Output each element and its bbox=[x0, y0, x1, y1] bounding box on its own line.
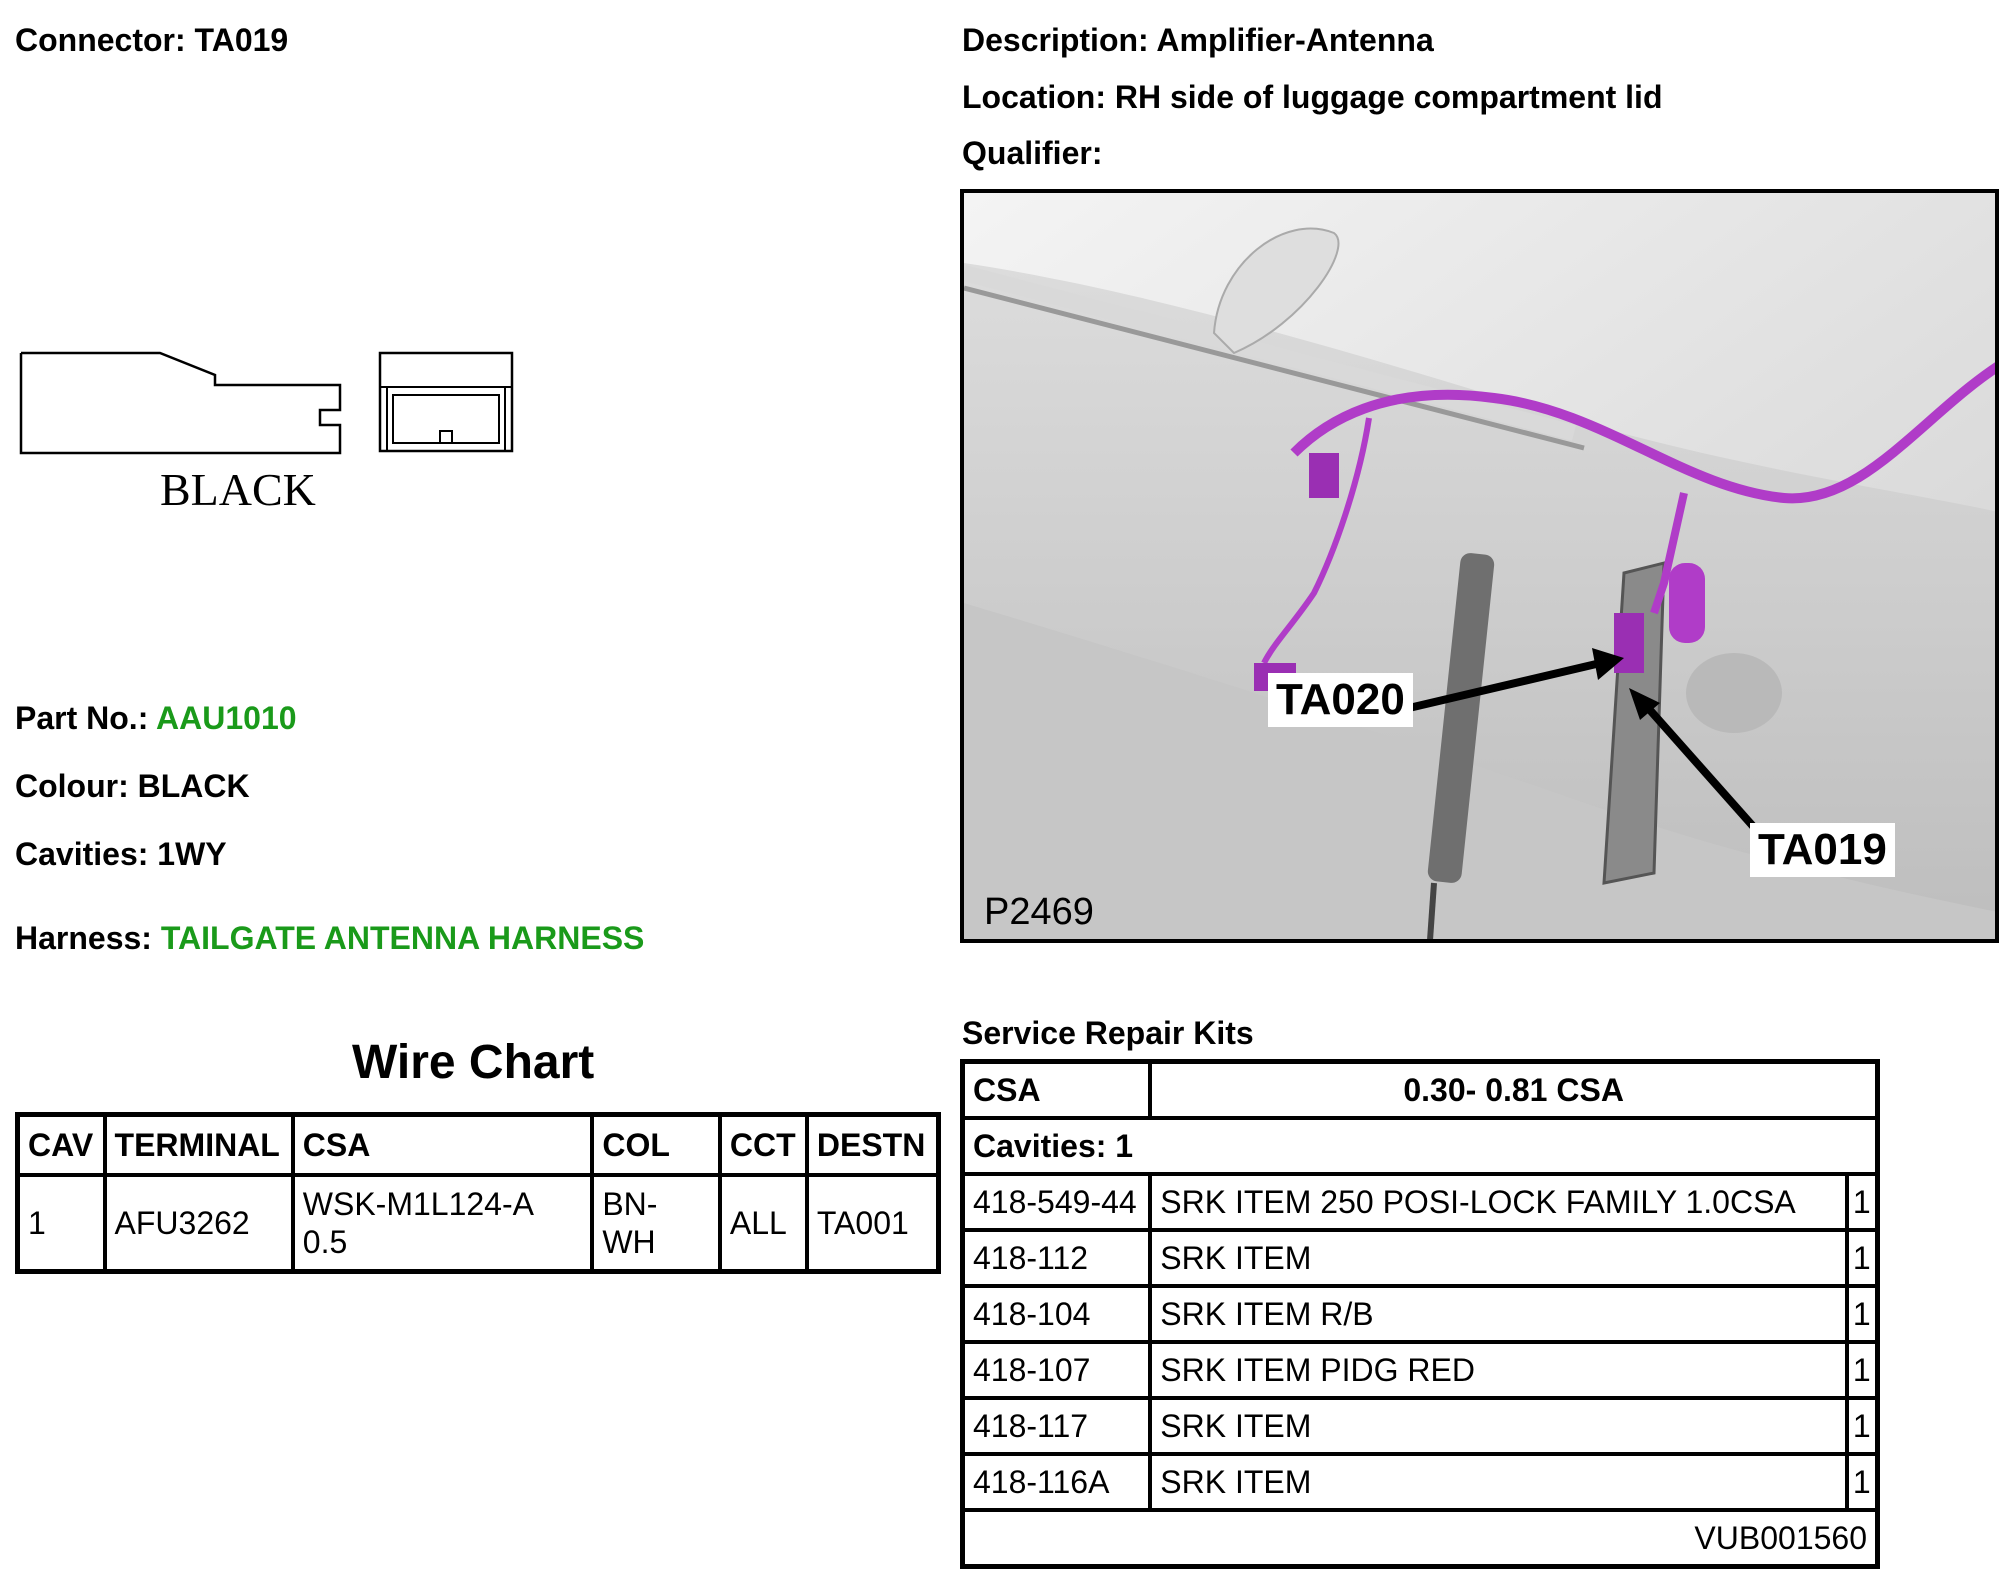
harness-line bbox=[15, 920, 644, 957]
srk-code: 418-549-44 bbox=[963, 1174, 1151, 1230]
part-number-link[interactable]: AAU1010 bbox=[156, 700, 297, 736]
srk-code: 418-104 bbox=[963, 1286, 1151, 1342]
srk-title: Service Repair Kits bbox=[962, 1015, 1254, 1051]
description-line bbox=[962, 22, 1434, 59]
location-line bbox=[962, 79, 1662, 116]
col-header-csa: CSA bbox=[293, 1115, 593, 1176]
connector-side-outline bbox=[21, 353, 340, 453]
col-header-col: COL bbox=[592, 1115, 720, 1176]
colour-line bbox=[15, 768, 250, 805]
srk-qty: 1 bbox=[1847, 1286, 1878, 1342]
srk-cavities: Cavities: 1 bbox=[963, 1118, 1878, 1174]
srk-csa-label: CSA bbox=[963, 1062, 1151, 1119]
srk-qty: 1 bbox=[1847, 1342, 1878, 1398]
cell-destn: TA001 bbox=[807, 1175, 939, 1272]
srk-code: 418-116A bbox=[963, 1454, 1151, 1510]
srk-csa-value: 0.30- 0.81 CSA bbox=[1150, 1062, 1877, 1119]
location-value: RH side of luggage compartment lid bbox=[1114, 79, 1663, 115]
table-row bbox=[963, 1174, 1878, 1230]
connector-colour-text: BLACK bbox=[160, 464, 316, 515]
connector-value: TA019 bbox=[194, 22, 289, 58]
connector-face-outline bbox=[380, 353, 512, 451]
srk-desc: SRK ITEM bbox=[1150, 1230, 1847, 1286]
table-row bbox=[963, 1230, 1878, 1286]
part-number-line bbox=[15, 700, 297, 737]
part-number-label: Part No.: bbox=[15, 700, 149, 736]
srk-footer-row bbox=[963, 1510, 1878, 1567]
cell-cct: ALL bbox=[720, 1175, 807, 1272]
srk-footer-code: VUB001560 bbox=[963, 1510, 1878, 1567]
srk-table bbox=[960, 1059, 1880, 1569]
srk-csa-row bbox=[963, 1062, 1878, 1119]
srk-cavities-row bbox=[963, 1118, 1878, 1174]
qualifier-line bbox=[962, 135, 1102, 172]
col-header-destn: DESTN bbox=[807, 1115, 939, 1176]
callout-ta019: TA019 bbox=[1750, 823, 1895, 877]
cavities-value: 1WY bbox=[157, 836, 227, 872]
srk-code: 418-112 bbox=[963, 1230, 1151, 1286]
table-row bbox=[18, 1175, 939, 1272]
table-row bbox=[963, 1286, 1878, 1342]
harness-label: Harness: bbox=[15, 920, 152, 956]
srk-desc: SRK ITEM R/B bbox=[1150, 1286, 1847, 1342]
cell-col: BN-WH bbox=[592, 1175, 720, 1272]
cavities-label: Cavities: bbox=[15, 836, 149, 872]
wire-chart-table bbox=[15, 1112, 941, 1274]
srk-code: 418-107 bbox=[963, 1342, 1151, 1398]
harness-link[interactable]: TAILGATE ANTENNA HARNESS bbox=[160, 920, 645, 956]
connector-line bbox=[15, 22, 288, 59]
srk-desc: SRK ITEM bbox=[1150, 1454, 1847, 1510]
wire-chart-header-row bbox=[18, 1115, 939, 1176]
srk-desc: SRK ITEM 250 POSI-LOCK FAMILY 1.0CSA bbox=[1150, 1174, 1847, 1230]
description-label: Description: bbox=[962, 22, 1149, 58]
srk-qty: 1 bbox=[1847, 1174, 1878, 1230]
cell-csa: WSK-M1L124-A 0.5 bbox=[293, 1175, 593, 1272]
connector-diagram bbox=[15, 345, 535, 515]
colour-label: Colour: bbox=[15, 768, 129, 804]
table-row bbox=[963, 1454, 1878, 1510]
srk-qty: 1 bbox=[1847, 1454, 1878, 1510]
colour-value: BLACK bbox=[137, 768, 250, 804]
srk-desc: SRK ITEM PIDG RED bbox=[1150, 1342, 1847, 1398]
qualifier-label: Qualifier: bbox=[962, 135, 1103, 171]
srk-desc: SRK ITEM bbox=[1150, 1398, 1847, 1454]
callout-ta020: TA020 bbox=[1268, 673, 1413, 727]
photo-reference: P2469 bbox=[984, 891, 1094, 933]
srk-qty: 1 bbox=[1847, 1230, 1878, 1286]
wire-chart-title: Wire Chart bbox=[352, 1036, 595, 1089]
location-photo bbox=[960, 189, 1999, 943]
table-row bbox=[963, 1342, 1878, 1398]
connector-label: Connector: bbox=[15, 22, 186, 58]
col-header-cct: CCT bbox=[720, 1115, 807, 1176]
description-value: Amplifier-Antenna bbox=[1156, 22, 1434, 58]
srk-qty: 1 bbox=[1847, 1398, 1878, 1454]
col-header-terminal: TERMINAL bbox=[105, 1115, 293, 1176]
col-header-cav: CAV bbox=[18, 1115, 105, 1176]
cell-terminal: AFU3262 bbox=[105, 1175, 293, 1272]
srk-code: 418-117 bbox=[963, 1398, 1151, 1454]
table-row bbox=[963, 1398, 1878, 1454]
cell-cav: 1 bbox=[18, 1175, 105, 1272]
location-label: Location: bbox=[962, 79, 1106, 115]
cavities-line bbox=[15, 836, 227, 873]
